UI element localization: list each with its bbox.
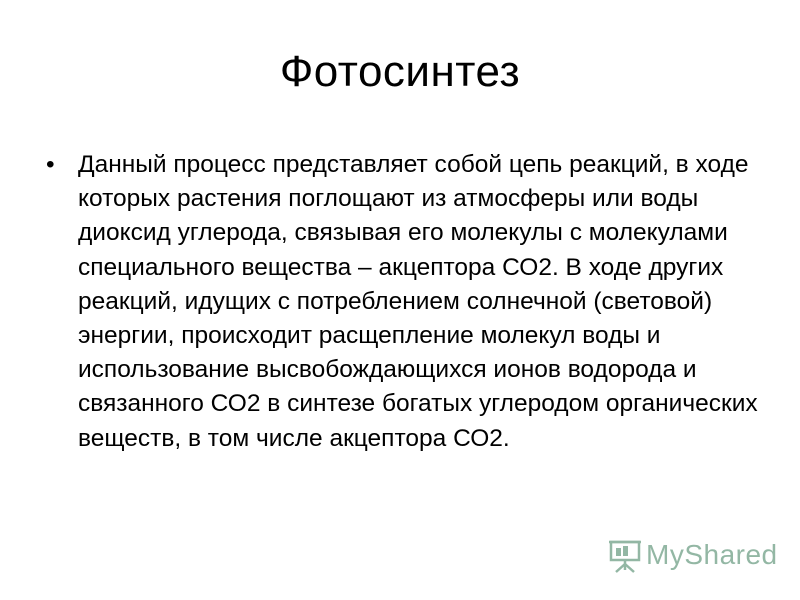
presentation-board-icon	[608, 536, 642, 574]
bullet-item	[46, 148, 766, 456]
watermark	[608, 536, 778, 574]
slide-title: Фотосинтез	[279, 47, 521, 96]
bullet-marker: •	[46, 151, 55, 178]
bullet-text: Данный процесс представляет собой цепь реакций, в ходе которых растения поглощают из атмосферы или воды диоксид углерода, связывая его молекулы с молекулами специального вещества – акцептора СО2. В ходе других реакций, идущих с потреблением солнечной (световой) энергии, происходит расщепление молекул воды и использование высвобождающихся ионов водорода и связанного СО2 в синтезе богатых углеродом органических веществ, в том числе акцептора СО2.	[78, 151, 758, 452]
bullet-list	[46, 148, 766, 456]
watermark-text: MyShared	[646, 539, 778, 570]
